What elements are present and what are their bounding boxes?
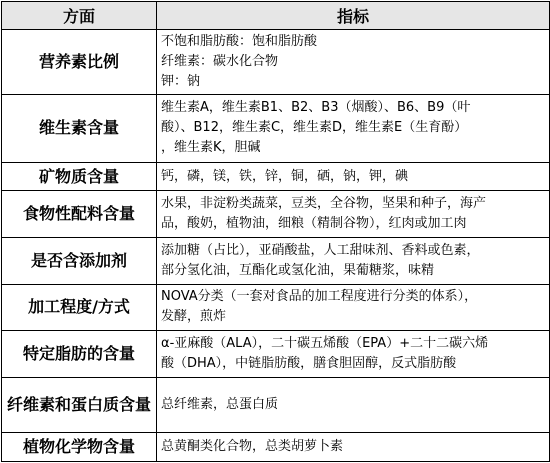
row-aspect: 加工程度/方式 bbox=[2, 284, 157, 331]
row-indicator bbox=[157, 30, 550, 95]
indicator-line: 不饱和脂肪酸：饱和脂肪酸 bbox=[161, 33, 318, 49]
indicator-line: NOVA分类（一套对食品的加工程度进行分类的体系）， bbox=[161, 289, 478, 305]
row-aspect: 植物化学物含量 bbox=[2, 432, 157, 461]
table-row bbox=[2, 284, 550, 331]
row-indicator bbox=[157, 94, 550, 162]
indicator-line: ，维生素K，胆碱 bbox=[161, 140, 261, 156]
indicator-line: α-亚麻酸（ALA），二十碳五烯酸（EPA）+二十二碳六烯 bbox=[161, 335, 489, 351]
row-indicator bbox=[157, 191, 550, 238]
row-aspect: 维生素含量 bbox=[2, 94, 157, 162]
indicator-line: 纤维素：碳水化合物 bbox=[161, 53, 279, 69]
row-indicator bbox=[157, 284, 550, 331]
table-header-row bbox=[2, 2, 550, 30]
row-indicator bbox=[157, 377, 550, 432]
header-indicator: 指标 bbox=[157, 2, 550, 30]
indicator-line: 水果，非淀粉类蔬菜，豆类，全谷物，坚果和种子，海产 bbox=[161, 196, 487, 212]
table-row bbox=[2, 30, 550, 95]
indicator-line: 总黄酮类化合物，总类胡萝卜素 bbox=[161, 438, 344, 454]
row-aspect: 是否含添加剂 bbox=[2, 237, 157, 284]
table-row bbox=[2, 162, 550, 190]
row-indicator bbox=[157, 331, 550, 378]
row-aspect: 矿物质含量 bbox=[2, 162, 157, 190]
table-row bbox=[2, 432, 550, 461]
header-aspect: 方面 bbox=[2, 2, 157, 30]
row-aspect: 纤维素和蛋白质含量 bbox=[2, 377, 157, 432]
row-aspect: 食物性配料含量 bbox=[2, 191, 157, 238]
indicator-line: 钙，磷，镁，铁，锌，铜，硒，钠，钾，碘 bbox=[161, 168, 409, 184]
table-row bbox=[2, 191, 550, 238]
table-row bbox=[2, 237, 550, 284]
row-indicator bbox=[157, 432, 550, 461]
indicator-line: 发酵，煎炸 bbox=[161, 309, 227, 325]
indicator-line: 酸（DHA），中链脂肪酸，膳食胆固醇，反式脂肪酸 bbox=[161, 355, 457, 371]
row-aspect: 特定脂肪的含量 bbox=[2, 331, 157, 378]
table-row bbox=[2, 377, 550, 432]
indicator-line: 品，酸奶，植物油，细粮（精制谷物），红肉或加工肉 bbox=[161, 216, 467, 232]
table-row bbox=[2, 94, 550, 162]
indicator-table bbox=[1, 1, 550, 462]
indicator-line: 总纤维素，总蛋白质 bbox=[161, 396, 279, 412]
row-aspect: 营养素比例 bbox=[2, 30, 157, 95]
row-indicator bbox=[157, 162, 550, 190]
indicator-line: 钾：钠 bbox=[161, 73, 201, 89]
row-indicator bbox=[157, 237, 550, 284]
indicator-line: 酸）、B12，维生素C，维生素D，维生素E（生育酚） bbox=[161, 120, 468, 136]
indicator-line: 添加糖（占比），亚硝酸盐，人工甜味剂、香料或色素， bbox=[161, 242, 480, 258]
indicator-line: 维生素A，维生素B1、B2、B3（烟酸）、B6、B9（叶 bbox=[161, 100, 471, 116]
table-row bbox=[2, 331, 550, 378]
indicator-line: 部分氢化油，互酯化或氢化油，果葡糖浆，味精 bbox=[161, 262, 435, 278]
